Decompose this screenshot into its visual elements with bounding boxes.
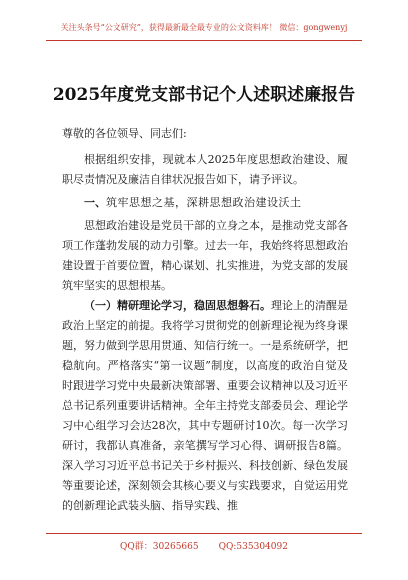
document-title: 2025年度党支部书记个人述职述廉报告 xyxy=(52,85,356,105)
header-note: 关注头条号“公文研究”，获得最新最全最专业的公文资料库！ 微信：gongwenyj xyxy=(60,23,348,32)
header-divider xyxy=(46,40,362,41)
section-heading-prefix: 一、 xyxy=(84,196,106,209)
section-heading xyxy=(62,193,348,213)
salutation: 尊敬的各位领导、同志们: xyxy=(62,127,187,140)
section-heading-text: 筑牢思想之基，深耕思想政治建设沃土 xyxy=(106,196,302,209)
footer xyxy=(0,539,408,552)
footer-qq-contact: QQ:535304092 xyxy=(218,542,288,552)
section-paragraph: 思想政治建设是党员干部的立身之本，是推动党支部各项工作蓬勃发展的动力引擎。过去一年，我始终将思想政治建设置于首要位置，精心谋划、扎实推进，为党支部的发展筑牢坚实的思想根基。 xyxy=(62,219,348,292)
subsection-text: 理论上的清醒是政治上坚定的前提。我将学习贯彻党的创新理论视为终身课题，努力做到学思用贯通、知信行统一。一是系统研学，把稳航向。严格落实“第一议题”制度，以高度的政治自觉及时跟进学习党中央最新决策部署、重要会议精神以及习近平总书记系列重要讲话精神。全年主持党支部委员会、理论学习中心组学习会达28次，其中专题研讨10次。每一次学习研讨，我都认真准备，亲笔撰写学习心得、调研报告8篇。深入学习习近平总书记关于乡村振兴、科技创新、绿色发展等重要论述，深刻领会其核心要义与实践要求，自觉运用党的创新理论武装头脑、指导实践、推 xyxy=(62,299,348,512)
subsection-paragraph xyxy=(62,296,348,516)
intro-paragraph: 根据组织安排，现就本人2025年度思想政治建设、履职尽责情况及廉洁自律状况报告如下，请予评议。 xyxy=(62,153,348,186)
document-body xyxy=(62,124,348,516)
footer-qq-group: QQ群：30265665 xyxy=(120,542,199,552)
subsection-heading: （一）精研理论学习，稳固思想磐石。 xyxy=(84,299,271,312)
footer-divider xyxy=(46,533,362,534)
